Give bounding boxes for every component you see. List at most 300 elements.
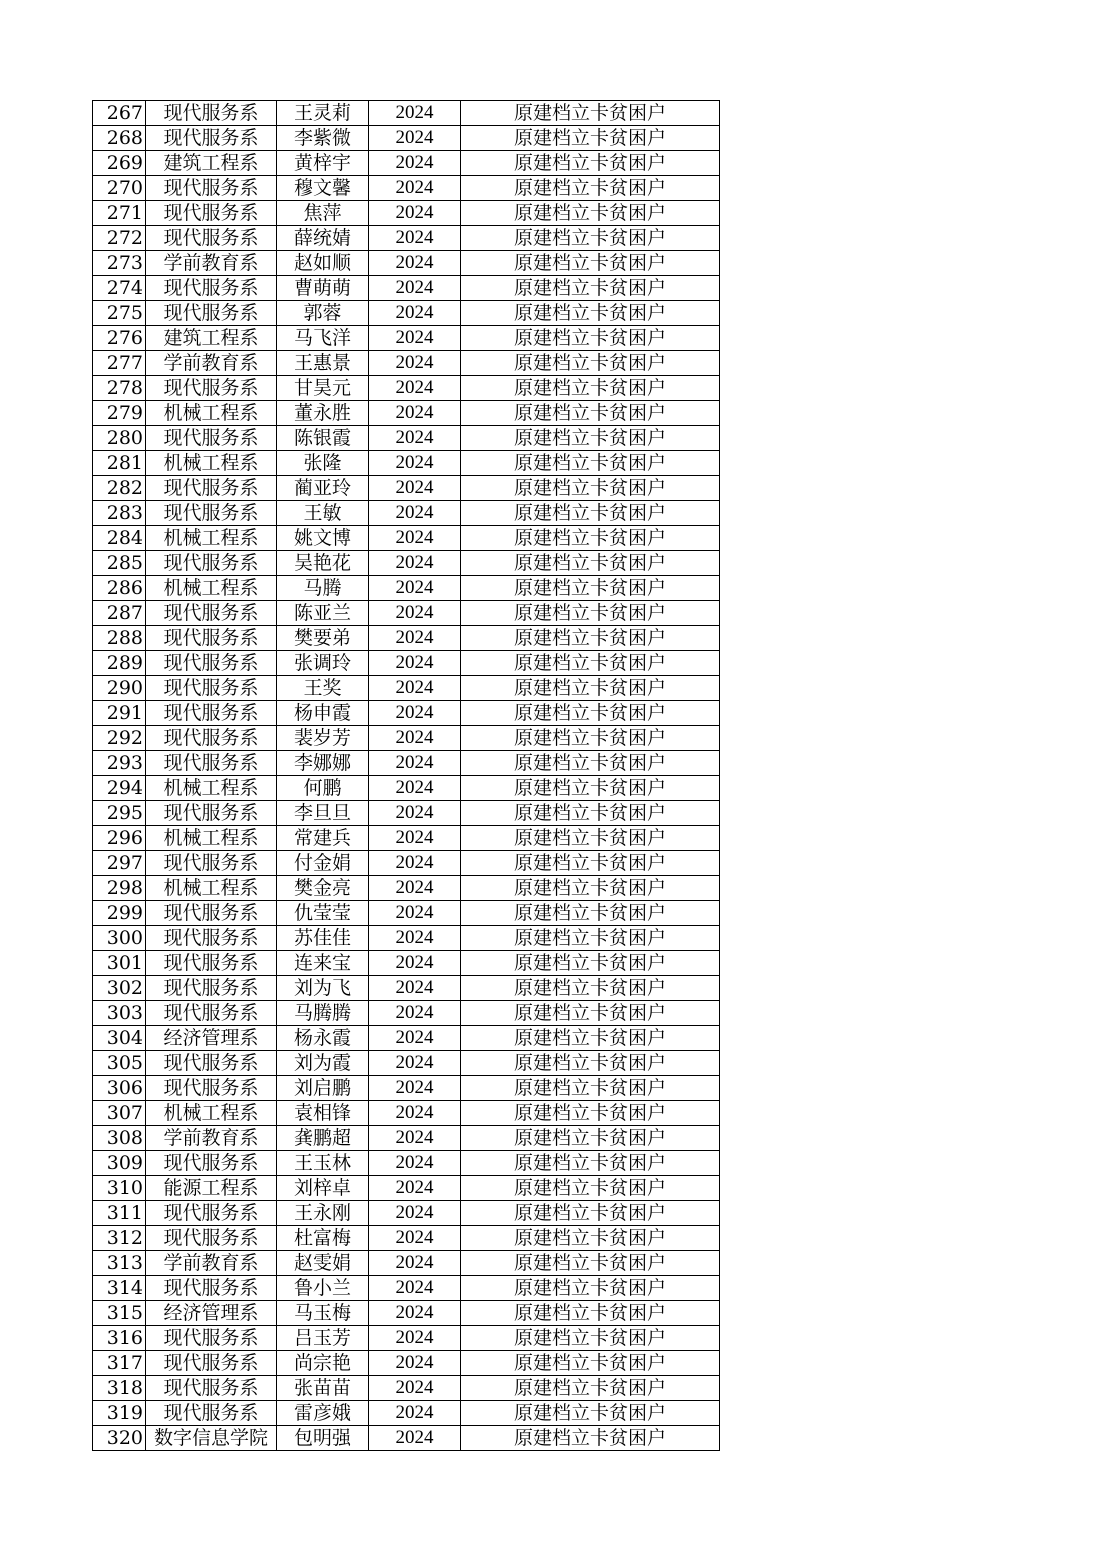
table-row — [93, 101, 720, 126]
table-row — [93, 1026, 720, 1051]
category-cell: 原建档立卡贫困户 — [461, 126, 720, 151]
category-cell: 原建档立卡贫困户 — [461, 651, 720, 676]
year-cell: 2024 — [369, 626, 461, 651]
row-number: 296 — [93, 826, 146, 851]
year-cell: 2024 — [369, 826, 461, 851]
category-cell: 原建档立卡贫困户 — [461, 726, 720, 751]
row-number: 270 — [93, 176, 146, 201]
student-name-cell: 薛统婧 — [277, 226, 369, 251]
category-cell: 原建档立卡贫困户 — [461, 351, 720, 376]
department-cell: 经济管理系 — [146, 1301, 277, 1326]
table-row — [93, 851, 720, 876]
student-name-cell: 连来宝 — [277, 951, 369, 976]
table-row — [93, 976, 720, 1001]
category-cell: 原建档立卡贫困户 — [461, 1376, 720, 1401]
student-name-cell: 张调玲 — [277, 651, 369, 676]
department-cell: 现代服务系 — [146, 1401, 277, 1426]
table-row — [93, 1326, 720, 1351]
category-cell: 原建档立卡贫困户 — [461, 226, 720, 251]
category-cell: 原建档立卡贫困户 — [461, 101, 720, 126]
department-cell: 现代服务系 — [146, 1376, 277, 1401]
student-name-cell: 裴岁芳 — [277, 726, 369, 751]
year-cell: 2024 — [369, 1126, 461, 1151]
row-number: 271 — [93, 201, 146, 226]
row-number: 298 — [93, 876, 146, 901]
table-row — [93, 501, 720, 526]
year-cell: 2024 — [369, 651, 461, 676]
year-cell: 2024 — [369, 1376, 461, 1401]
department-cell: 现代服务系 — [146, 1051, 277, 1076]
row-number: 306 — [93, 1076, 146, 1101]
student-name-cell: 王永刚 — [277, 1201, 369, 1226]
table-row — [93, 1251, 720, 1276]
student-name-cell: 王奖 — [277, 676, 369, 701]
row-number: 289 — [93, 651, 146, 676]
year-cell: 2024 — [369, 1001, 461, 1026]
year-cell: 2024 — [369, 1301, 461, 1326]
department-cell: 现代服务系 — [146, 426, 277, 451]
row-number: 312 — [93, 1226, 146, 1251]
row-number: 273 — [93, 251, 146, 276]
department-cell: 现代服务系 — [146, 1276, 277, 1301]
table-row — [93, 676, 720, 701]
year-cell: 2024 — [369, 1226, 461, 1251]
student-name-cell: 仇莹莹 — [277, 901, 369, 926]
table-row — [93, 751, 720, 776]
department-cell: 经济管理系 — [146, 1026, 277, 1051]
category-cell: 原建档立卡贫困户 — [461, 876, 720, 901]
department-cell: 机械工程系 — [146, 451, 277, 476]
row-number: 278 — [93, 376, 146, 401]
student-name-cell: 穆文馨 — [277, 176, 369, 201]
table-row — [93, 651, 720, 676]
department-cell: 现代服务系 — [146, 626, 277, 651]
year-cell: 2024 — [369, 1351, 461, 1376]
department-cell: 现代服务系 — [146, 1076, 277, 1101]
student-name-cell: 李旦旦 — [277, 801, 369, 826]
row-number: 300 — [93, 926, 146, 951]
table-row — [93, 626, 720, 651]
student-name-cell: 蔺亚玲 — [277, 476, 369, 501]
student-name-cell: 王玉林 — [277, 1151, 369, 1176]
row-number: 304 — [93, 1026, 146, 1051]
row-number: 295 — [93, 801, 146, 826]
year-cell: 2024 — [369, 126, 461, 151]
row-number: 274 — [93, 276, 146, 301]
table-row — [93, 826, 720, 851]
table-row — [93, 1101, 720, 1126]
student-name-cell: 王灵莉 — [277, 101, 369, 126]
row-number: 297 — [93, 851, 146, 876]
row-number: 283 — [93, 501, 146, 526]
department-cell: 现代服务系 — [146, 1001, 277, 1026]
category-cell: 原建档立卡贫困户 — [461, 926, 720, 951]
row-number: 302 — [93, 976, 146, 1001]
student-roster-table — [92, 100, 720, 1451]
table-row — [93, 351, 720, 376]
table-row — [93, 476, 720, 501]
category-cell: 原建档立卡贫困户 — [461, 976, 720, 1001]
student-name-cell: 张苗苗 — [277, 1376, 369, 1401]
table-row — [93, 276, 720, 301]
student-name-cell: 赵如顺 — [277, 251, 369, 276]
year-cell: 2024 — [369, 951, 461, 976]
student-name-cell: 张隆 — [277, 451, 369, 476]
department-cell: 学前教育系 — [146, 1251, 277, 1276]
row-number: 288 — [93, 626, 146, 651]
row-number: 281 — [93, 451, 146, 476]
row-number: 305 — [93, 1051, 146, 1076]
category-cell: 原建档立卡贫困户 — [461, 1001, 720, 1026]
table-row — [93, 226, 720, 251]
year-cell: 2024 — [369, 976, 461, 1001]
student-name-cell: 董永胜 — [277, 401, 369, 426]
year-cell: 2024 — [369, 301, 461, 326]
row-number: 294 — [93, 776, 146, 801]
department-cell: 机械工程系 — [146, 526, 277, 551]
table-row — [93, 301, 720, 326]
category-cell: 原建档立卡贫困户 — [461, 701, 720, 726]
department-cell: 现代服务系 — [146, 976, 277, 1001]
department-cell: 建筑工程系 — [146, 151, 277, 176]
student-name-cell: 刘为霞 — [277, 1051, 369, 1076]
department-cell: 现代服务系 — [146, 301, 277, 326]
department-cell: 现代服务系 — [146, 601, 277, 626]
year-cell: 2024 — [369, 701, 461, 726]
student-name-cell: 马腾 — [277, 576, 369, 601]
category-cell: 原建档立卡贫困户 — [461, 1401, 720, 1426]
row-number: 267 — [93, 101, 146, 126]
table-row — [93, 1426, 720, 1451]
student-name-cell: 杨永霞 — [277, 1026, 369, 1051]
table-row — [93, 176, 720, 201]
department-cell: 现代服务系 — [146, 501, 277, 526]
department-cell: 现代服务系 — [146, 201, 277, 226]
student-name-cell: 苏佳佳 — [277, 926, 369, 951]
category-cell: 原建档立卡贫困户 — [461, 201, 720, 226]
row-number: 280 — [93, 426, 146, 451]
department-cell: 现代服务系 — [146, 1326, 277, 1351]
row-number: 318 — [93, 1376, 146, 1401]
department-cell: 现代服务系 — [146, 101, 277, 126]
student-name-cell: 吴艳花 — [277, 551, 369, 576]
category-cell: 原建档立卡贫困户 — [461, 551, 720, 576]
student-name-cell: 吕玉芳 — [277, 1326, 369, 1351]
department-cell: 现代服务系 — [146, 1351, 277, 1376]
year-cell: 2024 — [369, 1151, 461, 1176]
department-cell: 学前教育系 — [146, 1126, 277, 1151]
table-row — [93, 776, 720, 801]
row-number: 284 — [93, 526, 146, 551]
student-name-cell: 马飞洋 — [277, 326, 369, 351]
table-row — [93, 1376, 720, 1401]
department-cell: 机械工程系 — [146, 776, 277, 801]
student-name-cell: 王敏 — [277, 501, 369, 526]
table-row — [93, 1276, 720, 1301]
table-row — [93, 326, 720, 351]
category-cell: 原建档立卡贫困户 — [461, 1051, 720, 1076]
student-name-cell: 龚鹏超 — [277, 1126, 369, 1151]
row-number: 292 — [93, 726, 146, 751]
student-name-cell: 刘梓卓 — [277, 1176, 369, 1201]
row-number: 290 — [93, 676, 146, 701]
year-cell: 2024 — [369, 601, 461, 626]
row-number: 319 — [93, 1401, 146, 1426]
row-number: 286 — [93, 576, 146, 601]
table-row — [93, 726, 720, 751]
table-row — [93, 151, 720, 176]
year-cell: 2024 — [369, 401, 461, 426]
department-cell: 现代服务系 — [146, 476, 277, 501]
year-cell: 2024 — [369, 1401, 461, 1426]
row-number: 282 — [93, 476, 146, 501]
department-cell: 现代服务系 — [146, 376, 277, 401]
table-row — [93, 251, 720, 276]
category-cell: 原建档立卡贫困户 — [461, 1076, 720, 1101]
table-row — [93, 1126, 720, 1151]
table-row — [93, 526, 720, 551]
student-name-cell: 陈亚兰 — [277, 601, 369, 626]
category-cell: 原建档立卡贫困户 — [461, 1026, 720, 1051]
student-name-cell: 刘为飞 — [277, 976, 369, 1001]
department-cell: 学前教育系 — [146, 251, 277, 276]
table-row — [93, 551, 720, 576]
year-cell: 2024 — [369, 276, 461, 301]
department-cell: 机械工程系 — [146, 576, 277, 601]
department-cell: 建筑工程系 — [146, 326, 277, 351]
category-cell: 原建档立卡贫困户 — [461, 301, 720, 326]
row-number: 301 — [93, 951, 146, 976]
category-cell: 原建档立卡贫困户 — [461, 1176, 720, 1201]
year-cell: 2024 — [369, 526, 461, 551]
year-cell: 2024 — [369, 1026, 461, 1051]
year-cell: 2024 — [369, 901, 461, 926]
category-cell: 原建档立卡贫困户 — [461, 451, 720, 476]
table-row — [93, 901, 720, 926]
category-cell: 原建档立卡贫困户 — [461, 851, 720, 876]
category-cell: 原建档立卡贫困户 — [461, 1276, 720, 1301]
category-cell: 原建档立卡贫困户 — [461, 676, 720, 701]
student-name-cell: 杨申霞 — [277, 701, 369, 726]
student-name-cell: 付金娟 — [277, 851, 369, 876]
department-cell: 现代服务系 — [146, 1226, 277, 1251]
row-number: 309 — [93, 1151, 146, 1176]
student-name-cell: 鲁小兰 — [277, 1276, 369, 1301]
row-number: 275 — [93, 301, 146, 326]
category-cell: 原建档立卡贫困户 — [461, 501, 720, 526]
student-name-cell: 李紫微 — [277, 126, 369, 151]
student-name-cell: 王惠景 — [277, 351, 369, 376]
year-cell: 2024 — [369, 501, 461, 526]
student-name-cell: 李娜娜 — [277, 751, 369, 776]
year-cell: 2024 — [369, 551, 461, 576]
row-number: 287 — [93, 601, 146, 626]
year-cell: 2024 — [369, 1251, 461, 1276]
student-name-cell: 姚文博 — [277, 526, 369, 551]
year-cell: 2024 — [369, 1276, 461, 1301]
year-cell: 2024 — [369, 926, 461, 951]
table-row — [93, 451, 720, 476]
table-row — [93, 201, 720, 226]
roster-body — [93, 101, 720, 1451]
table-row — [93, 1401, 720, 1426]
table-row — [93, 1351, 720, 1376]
row-number: 314 — [93, 1276, 146, 1301]
year-cell: 2024 — [369, 451, 461, 476]
category-cell: 原建档立卡贫困户 — [461, 951, 720, 976]
table-row — [93, 1176, 720, 1201]
year-cell: 2024 — [369, 1076, 461, 1101]
student-name-cell: 马玉梅 — [277, 1301, 369, 1326]
department-cell: 现代服务系 — [146, 551, 277, 576]
year-cell: 2024 — [369, 376, 461, 401]
department-cell: 现代服务系 — [146, 901, 277, 926]
year-cell: 2024 — [369, 576, 461, 601]
department-cell: 现代服务系 — [146, 701, 277, 726]
category-cell: 原建档立卡贫困户 — [461, 801, 720, 826]
row-number: 308 — [93, 1126, 146, 1151]
year-cell: 2024 — [369, 851, 461, 876]
table-row — [93, 926, 720, 951]
student-name-cell: 焦萍 — [277, 201, 369, 226]
row-number: 272 — [93, 226, 146, 251]
table-row — [93, 1201, 720, 1226]
row-number: 307 — [93, 1101, 146, 1126]
category-cell: 原建档立卡贫困户 — [461, 1301, 720, 1326]
student-name-cell: 郭蓉 — [277, 301, 369, 326]
year-cell: 2024 — [369, 426, 461, 451]
category-cell: 原建档立卡贫困户 — [461, 1226, 720, 1251]
student-name-cell: 常建兵 — [277, 826, 369, 851]
department-cell: 机械工程系 — [146, 876, 277, 901]
student-name-cell: 樊要弟 — [277, 626, 369, 651]
table-row — [93, 1051, 720, 1076]
department-cell: 机械工程系 — [146, 401, 277, 426]
student-name-cell: 黄梓宇 — [277, 151, 369, 176]
row-number: 317 — [93, 1351, 146, 1376]
department-cell: 机械工程系 — [146, 1101, 277, 1126]
category-cell: 原建档立卡贫困户 — [461, 901, 720, 926]
category-cell: 原建档立卡贫困户 — [461, 1151, 720, 1176]
table-row — [93, 1301, 720, 1326]
year-cell: 2024 — [369, 176, 461, 201]
row-number: 277 — [93, 351, 146, 376]
table-row — [93, 126, 720, 151]
year-cell: 2024 — [369, 1426, 461, 1451]
department-cell: 学前教育系 — [146, 351, 277, 376]
category-cell: 原建档立卡贫困户 — [461, 426, 720, 451]
table-row — [93, 1151, 720, 1176]
category-cell: 原建档立卡贫困户 — [461, 826, 720, 851]
department-cell: 现代服务系 — [146, 751, 277, 776]
table-row — [93, 601, 720, 626]
row-number: 293 — [93, 751, 146, 776]
row-number: 268 — [93, 126, 146, 151]
category-cell: 原建档立卡贫困户 — [461, 376, 720, 401]
student-name-cell: 杜富梅 — [277, 1226, 369, 1251]
category-cell: 原建档立卡贫困户 — [461, 276, 720, 301]
year-cell: 2024 — [369, 801, 461, 826]
department-cell: 现代服务系 — [146, 851, 277, 876]
year-cell: 2024 — [369, 1326, 461, 1351]
department-cell: 现代服务系 — [146, 126, 277, 151]
student-name-cell: 何鹏 — [277, 776, 369, 801]
student-name-cell: 尚宗艳 — [277, 1351, 369, 1376]
category-cell: 原建档立卡贫困户 — [461, 251, 720, 276]
department-cell: 现代服务系 — [146, 801, 277, 826]
department-cell: 现代服务系 — [146, 1151, 277, 1176]
category-cell: 原建档立卡贫困户 — [461, 1126, 720, 1151]
row-number: 311 — [93, 1201, 146, 1226]
row-number: 276 — [93, 326, 146, 351]
table-row — [93, 1076, 720, 1101]
student-name-cell: 甘昊元 — [277, 376, 369, 401]
table-row — [93, 801, 720, 826]
row-number: 310 — [93, 1176, 146, 1201]
student-name-cell: 包明强 — [277, 1426, 369, 1451]
table-row — [93, 376, 720, 401]
year-cell: 2024 — [369, 201, 461, 226]
category-cell: 原建档立卡贫困户 — [461, 476, 720, 501]
department-cell: 现代服务系 — [146, 651, 277, 676]
department-cell: 数字信息学院 — [146, 1426, 277, 1451]
row-number: 315 — [93, 1301, 146, 1326]
category-cell: 原建档立卡贫困户 — [461, 776, 720, 801]
row-number: 303 — [93, 1001, 146, 1026]
category-cell: 原建档立卡贫困户 — [461, 176, 720, 201]
table-row — [93, 576, 720, 601]
category-cell: 原建档立卡贫困户 — [461, 1351, 720, 1376]
category-cell: 原建档立卡贫困户 — [461, 401, 720, 426]
department-cell: 现代服务系 — [146, 1201, 277, 1226]
category-cell: 原建档立卡贫困户 — [461, 526, 720, 551]
category-cell: 原建档立卡贫困户 — [461, 1326, 720, 1351]
student-name-cell: 袁相锋 — [277, 1101, 369, 1126]
department-cell: 现代服务系 — [146, 176, 277, 201]
category-cell: 原建档立卡贫困户 — [461, 1426, 720, 1451]
department-cell: 机械工程系 — [146, 826, 277, 851]
row-number: 320 — [93, 1426, 146, 1451]
year-cell: 2024 — [369, 1201, 461, 1226]
year-cell: 2024 — [369, 151, 461, 176]
row-number: 291 — [93, 701, 146, 726]
year-cell: 2024 — [369, 326, 461, 351]
department-cell: 现代服务系 — [146, 276, 277, 301]
row-number: 316 — [93, 1326, 146, 1351]
table-row — [93, 1226, 720, 1251]
year-cell: 2024 — [369, 351, 461, 376]
year-cell: 2024 — [369, 776, 461, 801]
year-cell: 2024 — [369, 101, 461, 126]
department-cell: 现代服务系 — [146, 676, 277, 701]
row-number: 269 — [93, 151, 146, 176]
category-cell: 原建档立卡贫困户 — [461, 751, 720, 776]
category-cell: 原建档立卡贫困户 — [461, 326, 720, 351]
table-row — [93, 426, 720, 451]
category-cell: 原建档立卡贫困户 — [461, 1201, 720, 1226]
year-cell: 2024 — [369, 1176, 461, 1201]
year-cell: 2024 — [369, 476, 461, 501]
category-cell: 原建档立卡贫困户 — [461, 1251, 720, 1276]
category-cell: 原建档立卡贫困户 — [461, 1101, 720, 1126]
student-name-cell: 赵雯娟 — [277, 1251, 369, 1276]
table-row — [93, 876, 720, 901]
year-cell: 2024 — [369, 1101, 461, 1126]
student-name-cell: 雷彦娥 — [277, 1401, 369, 1426]
department-cell: 现代服务系 — [146, 926, 277, 951]
year-cell: 2024 — [369, 726, 461, 751]
year-cell: 2024 — [369, 676, 461, 701]
